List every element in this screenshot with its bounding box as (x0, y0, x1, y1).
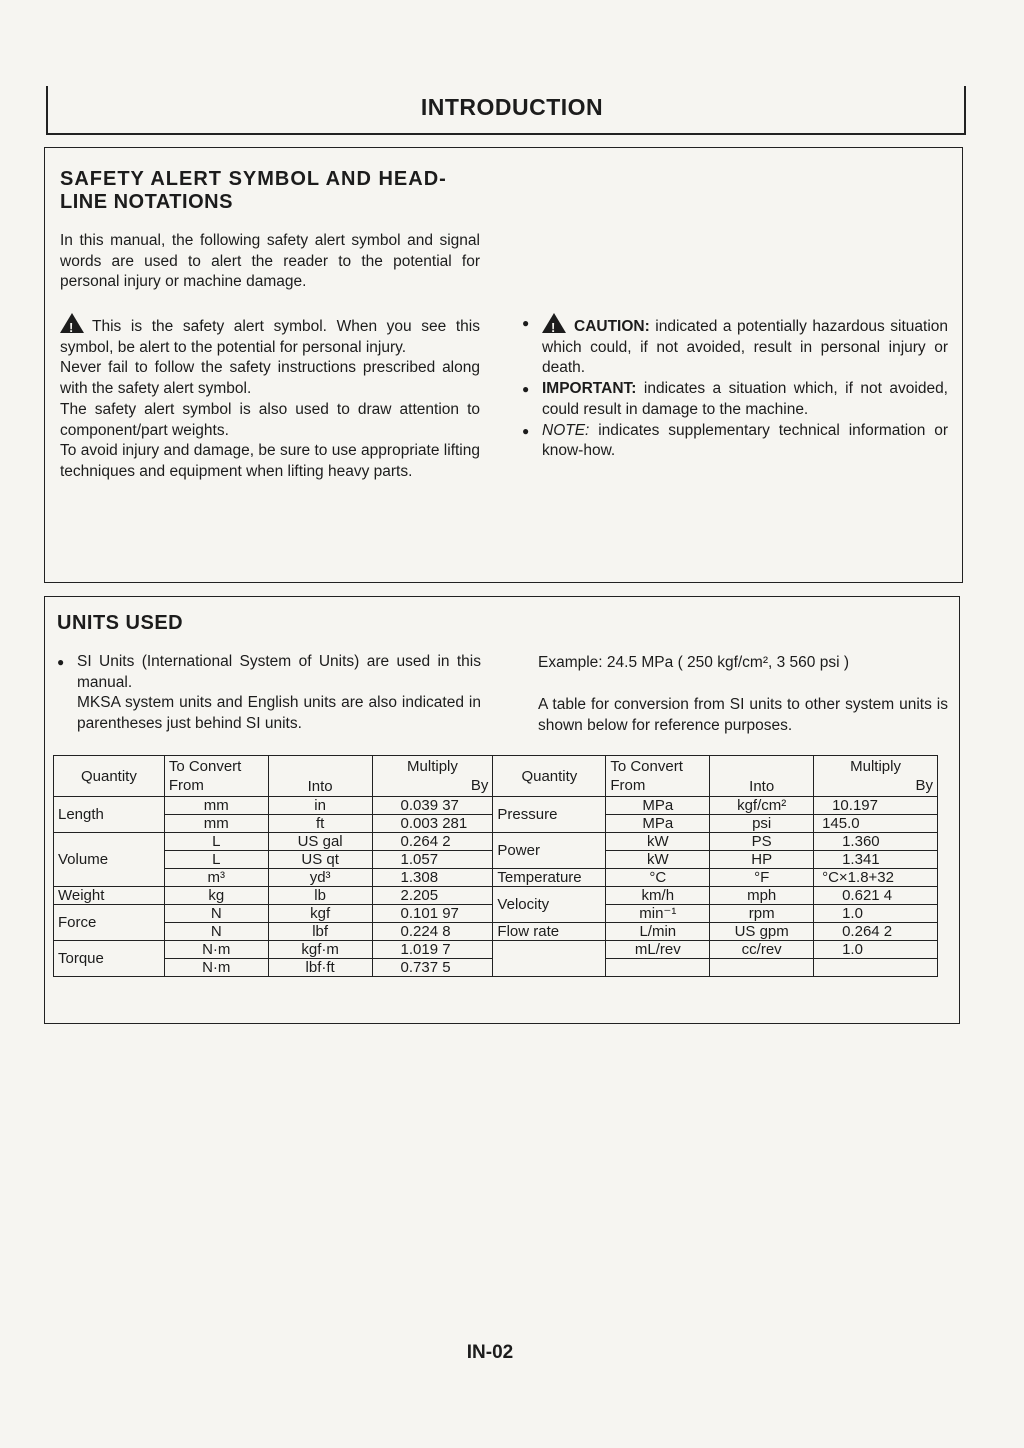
quantity-pressure: Pressure (493, 797, 606, 833)
cell-into: mph (710, 887, 814, 905)
cell-into: kgf (268, 905, 372, 923)
safety-symbol-text: This is the safety alert symbol. When you see this symbol, be alert to the potential for personal injury. (60, 318, 480, 356)
header-multiply-left-text: Multiply (407, 758, 458, 775)
units-bullet-si (57, 652, 481, 735)
quantity-flow-rate: Flow rate (493, 923, 606, 941)
safety-left-column (60, 313, 480, 483)
table-row (54, 923, 938, 941)
cell-into: US qt (268, 851, 372, 869)
header-from-left-text: From (168, 777, 204, 794)
cell-into: kgf·m (268, 941, 372, 959)
cell-from: N (164, 923, 268, 941)
cell-into (710, 959, 814, 977)
safety-intro: In this manual, the following safety alert symbol and signal words are used to alert the reader to the potential for personal injury or machine damage. (60, 232, 480, 291)
units-table-note: A table for conversion from SI units to other system units is shown below for reference purposes. (538, 696, 948, 734)
caution-item (522, 313, 948, 379)
quantity-force: Force (54, 905, 165, 941)
cell-multiply: 0.039 37 (372, 797, 493, 815)
quantity-weight: Weight (54, 887, 165, 905)
cell-from: kW (606, 833, 710, 851)
cell-multiply: 1.057 (372, 851, 493, 869)
cell-from: mm (164, 797, 268, 815)
quantity-empty (493, 941, 606, 977)
cell-from: kW (606, 851, 710, 869)
header-by-right-text: By (915, 777, 933, 794)
quantity-velocity: Velocity (493, 887, 606, 923)
header-from-right (606, 756, 710, 797)
caution-label: CAUTION: (574, 318, 650, 335)
header-by-left-text: By (470, 777, 489, 794)
cell-multiply: 0.737 5 (372, 959, 493, 977)
header-quantity-left: Quantity (54, 756, 165, 797)
units-bullet-si-text: ● SI Units (International System of Units) are used in this manual. (77, 653, 481, 691)
cell-from (606, 959, 710, 977)
cell-multiply: 1.308 (372, 869, 493, 887)
cell-into: °F (710, 869, 814, 887)
header-from-right-text: From (610, 777, 646, 794)
cell-multiply: 1.019 7 (372, 941, 493, 959)
signal-word-list (522, 313, 948, 462)
cell-from: MPa (606, 815, 710, 833)
important-text: indicates a situation which, if not avoided, could result in damage to the machine. (542, 380, 948, 418)
safety-paragraph-3: The safety alert symbol is also used to draw attention to component/part weights. (60, 400, 480, 439)
cell-multiply: 0.264 2 (814, 923, 938, 941)
cell-into: ft (268, 815, 372, 833)
header-multiply-right (814, 756, 938, 797)
cell-from: L (164, 851, 268, 869)
cell-into: psi (710, 815, 814, 833)
cell-into: HP (710, 851, 814, 869)
cell-into: PS (710, 833, 814, 851)
table-row (54, 797, 938, 815)
quantity-length: Length (54, 797, 165, 833)
cell-from: L/min (606, 923, 710, 941)
table-row (54, 941, 938, 959)
note-text: indicates supplementary technical information or know-how. (542, 421, 948, 460)
header-into-right: Into (710, 756, 814, 797)
cell-from: L (164, 833, 268, 851)
table-row (54, 887, 938, 905)
header-to-convert-left: To Convert (168, 758, 242, 775)
note-item (522, 421, 948, 462)
cell-into: lbf (268, 923, 372, 941)
cell-from: kg (164, 887, 268, 905)
cell-into: kgf/cm² (710, 797, 814, 815)
page-number: IN-02 (466, 1342, 514, 1363)
cell-from: m³ (164, 869, 268, 887)
table-row (54, 833, 938, 851)
quantity-temperature: Temperature (493, 869, 606, 887)
important-label: IMPORTANT: (542, 380, 637, 398)
cell-from: N·m (164, 959, 268, 977)
header-from-left (164, 756, 268, 797)
cell-multiply: 10.197 (814, 797, 938, 815)
quantity-volume: Volume (54, 833, 165, 887)
units-bullets (57, 652, 481, 735)
header-to-convert-right: To Convert (610, 758, 683, 775)
cell-from: mm (164, 815, 268, 833)
cell-multiply: 0.224 8 (372, 923, 493, 941)
safety-heading-line1: SAFETY ALERT SYMBOL AND HEAD- (60, 168, 447, 190)
table-header-row (54, 756, 938, 797)
units-heading: UNITS USED (57, 612, 184, 634)
cell-from: km/h (606, 887, 710, 905)
units-bullet-mksa-text: MKSA system units and English units are also indicated in parentheses just behind SI units. (77, 694, 481, 733)
header-quantity-right: Quantity (493, 756, 606, 797)
header-into-left: Into (268, 756, 372, 797)
page-title: INTRODUCTION (420, 94, 604, 120)
safety-alert-triangle-icon (60, 313, 84, 333)
cell-multiply: 1.360 (814, 833, 938, 851)
cell-multiply (814, 959, 938, 977)
cell-multiply: 0.101 97 (372, 905, 493, 923)
header-multiply-right-text: Multiply (850, 758, 901, 775)
cell-into: lbf·ft (268, 959, 372, 977)
caution-text: indicated a potentially hazardous situation which could, if not avoided, result in personal injury or death. (542, 318, 948, 377)
cell-multiply: °C×1.8+32 (814, 869, 938, 887)
conversion-table (53, 755, 938, 977)
cell-into: in (268, 797, 372, 815)
cell-multiply: 2.205 (372, 887, 493, 905)
safety-paragraph-4: To avoid injury and damage, be sure to use appropriate lifting techniques and equipment when lifting heavy parts. (60, 442, 480, 480)
cell-into: lb (268, 887, 372, 905)
table-row (54, 869, 938, 887)
cell-multiply: 145.0 (814, 815, 938, 833)
cell-into: US gpm (710, 923, 814, 941)
cell-from: mL/rev (606, 941, 710, 959)
note-label: NOTE: (542, 421, 590, 439)
safety-symbol-paragraph (60, 313, 480, 358)
header-multiply-left (372, 756, 493, 797)
quantity-power: Power (493, 833, 606, 869)
cell-multiply: 0.003 281 (372, 815, 493, 833)
cell-into: yd³ (268, 869, 372, 887)
cell-multiply: 0.621 4 (814, 887, 938, 905)
cell-from: °C (606, 869, 710, 887)
safety-heading (60, 168, 490, 214)
cell-from: N·m (164, 941, 268, 959)
cell-into: rpm (710, 905, 814, 923)
quantity-torque: Torque (54, 941, 165, 977)
cell-multiply: 1.341 (814, 851, 938, 869)
safety-paragraph-2: Never fail to follow the safety instructions prescribed along with the safety alert symbol. (60, 359, 480, 398)
cell-multiply: 1.0 (814, 941, 938, 959)
cell-from: MPa (606, 797, 710, 815)
header-underline (46, 133, 966, 135)
safety-heading-line2: LINE NOTATIONS (60, 191, 233, 213)
cell-from: N (164, 905, 268, 923)
cell-into: cc/rev (710, 941, 814, 959)
important-item (522, 379, 948, 420)
cell-from: min⁻¹ (606, 905, 710, 923)
cell-multiply: 1.0 (814, 905, 938, 923)
caution-triangle-icon (542, 313, 566, 333)
units-example: Example: 24.5 MPa ( 250 kgf/cm², 3 560 psi ) (538, 654, 849, 671)
cell-into: US gal (268, 833, 372, 851)
cell-multiply: 0.264 2 (372, 833, 493, 851)
